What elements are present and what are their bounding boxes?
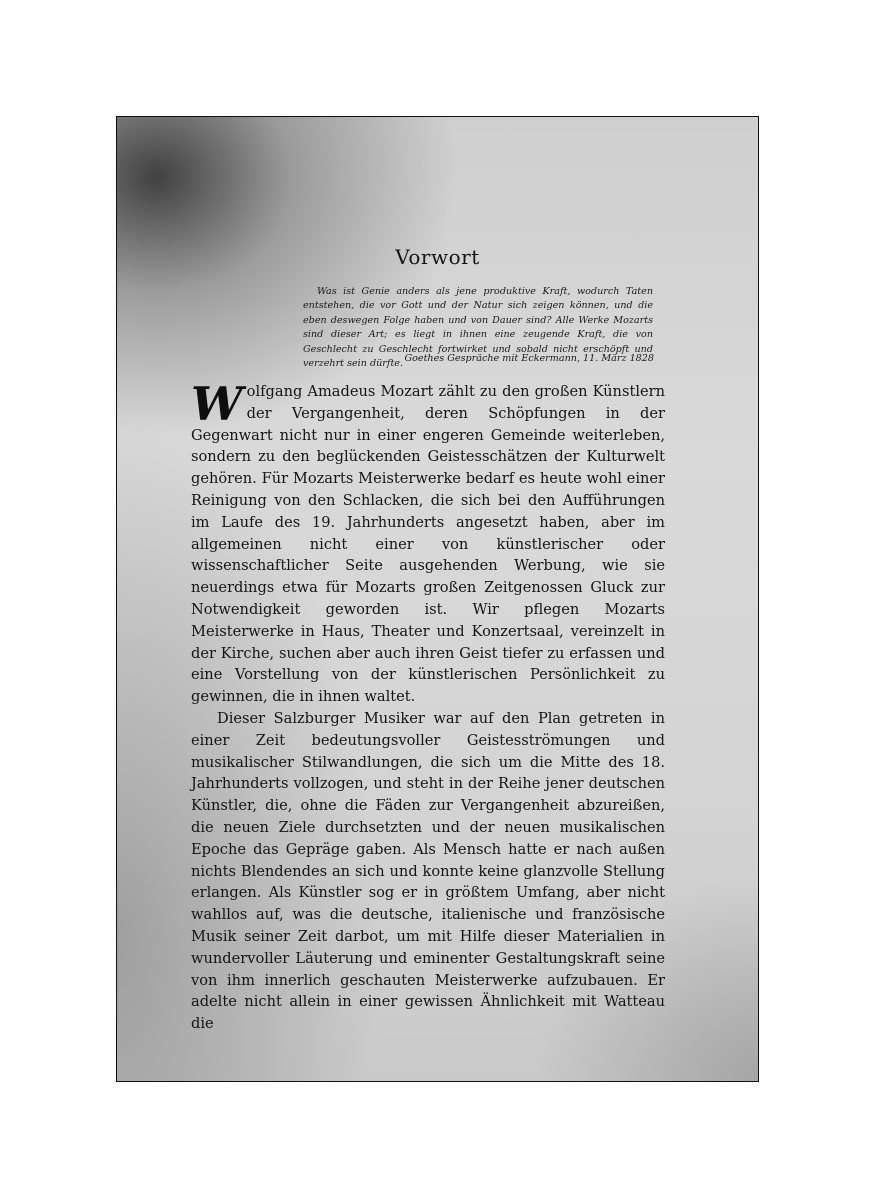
scanned-page — [116, 116, 759, 1082]
body-text — [191, 377, 665, 1035]
paragraph-2: Dieser Salzburger Musiker war auf den Plan getreten in einer Zeit bedeutungsvoller Geistesströmungen und musikalischer Stilwandlungen, die sich um die Mitte des 18. Jahrhunderts vollzogen, und steht in der Reihe jener deutschen Künstler, die, ohne die Fäden zur Vergangenheit abzureißen, die neuen Ziele durchsetzten und der neuen musikalischen Epoche das Gepräge gaben. Als Mensch hatte er nach außen nichts Blendendes an sich und konnte keine glanzvolle Stellung erlangen. Als Künstler sog er in größtem Umfang, aber nicht wahllos auf, was die deutsche, italienische und französische Musik seiner Zeit darbot, um mit Hilfe dieser Materialien in wundervoller Läuterung und eminenter Gestaltungskraft seine von ihm innerlich geschauten Meisterwerke aufzubauen. Er adelte nicht allein in einer gewissen Ähnlichkeit mit Watteau die — [191, 709, 665, 1033]
paragraph-1-text: olfgang Amadeus Mozart zählt zu den großen Künstlern der Vergangenheit, deren Schöpfungen in der Gegenwart nicht nur in einer engeren Gemeinde weiterleben, sondern zu den beglückenden Geistesschätzen der Kulturwelt gehören. Für Mozarts Meisterwerke bedarf es heute wohl einer Reinigung von den Schlacken, die sich bei den Aufführungen im Laufe des 19. Jahrhunderts angesetzt haben, aber im allgemeinen nicht einer von künstlerischer oder wissenschaftlicher Seite ausgehenden Werbung, wie sie neuerdings etwa für Mozarts großen Zeitgenossen Gluck zur Notwendigkeit geworden ist. Wir pflegen Mozarts Meisterwerke in Haus, Theater und Konzertsaal, vereinzelt in der Kirche, suchen aber auch ihren Geist tiefer zu erfassen und eine Vorstellung von der künstlerischen Persönlichkeit zu gewinnen, die in ihnen waltet. — [191, 383, 665, 706]
motto-quote: Was ist Genie anders als jene produktive Kraft, wodurch Taten entstehen, die vor Gott und der Natur sich zeigen können, und die eben deswegen Folge haben und von Dauer sind? Alle Werke Mozarts sind dieser Art; es liegt in ihnen eine zeugende Kraft, die von Geschlecht zu Geschlecht fortwirket und sobald nicht erschöpft und verzehrt sein dürfte. — [303, 286, 653, 370]
drop-cap: W — [191, 377, 243, 431]
paragraph-1 — [191, 377, 665, 708]
page-title: Vorwort — [395, 245, 480, 269]
motto-source: Goethes Gespräche mit Eckermann, 11. März 1828 — [404, 353, 654, 364]
